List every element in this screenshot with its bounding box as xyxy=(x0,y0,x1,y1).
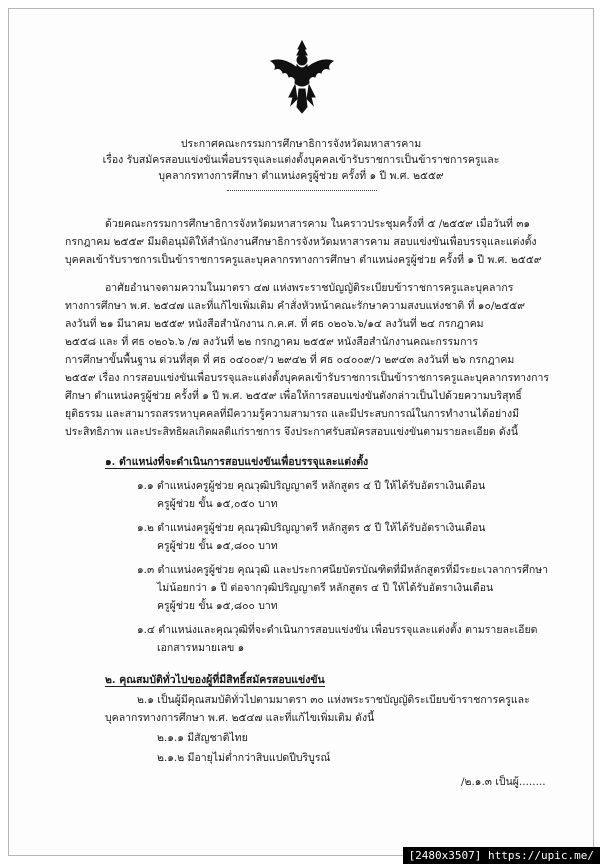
section2-heading: ๒. คุณสมบัติทั่วไปของผู้ที่มีสิทธิ์สมัครสอบแข่งขัน xyxy=(105,674,325,686)
para1-line: บุคคลเข้ารับราชการเป็นข้าราชการครูและบุคลากรทางการศึกษา ตำแหน่งครูผู้ช่วย ครั้งที่ ๑ ปี พ.ศ. ๒๕๕๙ xyxy=(65,254,542,266)
para2-line: การศึกษาขั้นพื้นฐาน ด่วนที่สุด ที่ ศธ ๐๔๐๐๙/ว ๒๙๔๒ ที่ ศธ ๐๔๐๐๙/ว ๒๙๔๓ ลงวันที่ ๒๖ กรกฎาคม xyxy=(65,354,515,366)
section1-item: ครูผู้ช่วย ขั้น ๑๕,๐๕๐ บาท xyxy=(157,498,278,510)
title-divider xyxy=(227,190,377,191)
section2-item: ๒.๑.๒ มีอายุไม่ต่ำกว่าสิบแปดปีบริบูรณ์ xyxy=(157,752,331,764)
para2-line: ศึกษา ตำแหน่งครูผู้ช่วย ครั้งที่ ๑ ปี พ.ศ. ๒๕๕๙ เพื่อให้การสอบแข่งขันดังกล่าวเป็นไปด้วยความบริสุทธิ์ xyxy=(65,390,522,402)
para2-line: ๒๕๕๙ เรื่อง การสอบแข่งขันเพื่อบรรจุและแต่งตั้งบุคคลเข้ารับราชการเป็นข้าราชการครูและบุคลากรทางการ xyxy=(65,372,550,384)
continuation-marker: /๒.๑.๓ เป็นผู้........ xyxy=(461,776,546,788)
document-page xyxy=(8,8,594,856)
para1-line: ด้วยคณะกรรมการศึกษาธิการจังหวัดมหาสารคาม ในคราวประชุมครั้งที่ ๕ /๒๕๕๙ เมื่อวันที่ ๓๑ xyxy=(105,218,531,230)
image-source-tag: [2480x3507] https://upic.me/ xyxy=(403,847,600,864)
announcement-subject-cont: บุคลากรทางการศึกษา ตำแหน่งครูผู้ช่วย ครั้งที่ ๑ ปี พ.ศ. ๒๕๕๙ xyxy=(158,170,444,182)
section1-item: ครูผู้ช่วย ขั้น ๑๕,๘๐๐ บาท xyxy=(157,540,278,552)
section2-item: ๒.๑.๑ มีสัญชาติไทย xyxy=(157,732,248,744)
announcement-subject: เรื่อง รับสมัครสอบแข่งขันเพื่อบรรจุและแต่งตั้งบุคคลเข้ารับราชการเป็นข้าราชการครูและ xyxy=(102,154,500,166)
announcement-title: ประกาศคณะกรรมการศึกษาธิการจังหวัดมหาสารคาม xyxy=(180,138,422,150)
para2-line: อาศัยอำนาจตามความในมาตรา ๔๗ แห่งพระราชบัญญัติระเบียบข้าราชการครูและบุคลากร xyxy=(105,282,514,294)
section2-item: บุคลากรทางการศึกษา พ.ศ. ๒๕๔๗ และที่แก้ไขเพิ่มเติม ดังนี้ xyxy=(105,712,375,724)
section1-heading: ๑. ตำแหน่งที่จะดำเนินการสอบแข่งขันเพื่อบรรจุและแต่งตั้ง xyxy=(105,456,369,468)
section1-item: ๑.๔ ตำแหน่งและคุณวุฒิที่จะดำเนินการสอบแข่งขัน เพื่อบรรจุและแต่งตั้ง ตามรายละเอียด xyxy=(137,624,538,636)
para2-line: ๒๕๕๘ และ ที่ ศธ ๐๒๐๖.๖ /๗ ลงวันที่ ๒๒ กรกฎาคม ๒๕๕๙ หนังสือสำนักงานคณะกรรมการ xyxy=(65,336,478,348)
section1-item: ๑.๒ ตำแหน่งครูผู้ช่วย คุณวุฒิปริญญาตรี หลักสูตร ๕ ปี ให้ได้รับอัตราเงินเดือน xyxy=(137,522,486,534)
para2-line: ลงวันที่ ๒๑ มีนาคม ๒๕๕๙ หนังสือสำนักงาน ก.ค.ศ. ที่ ศธ ๐๒๐๖.๖/๑๔ ลงวันที่ ๒๔ กรกฎาคม xyxy=(65,318,484,330)
para1-line: กรกฎาคม ๒๕๕๙ มีมติอนุมัติให้สำนักงานศึกษาธิการจังหวัดมหาสารคาม สอบแข่งขันเพื่อบรรจุและแต่งตั้ง xyxy=(65,236,537,248)
para2-line: ทางการศึกษา พ.ศ. ๒๕๔๗ และที่แก้ไขเพิ่มเติม คำสั่งหัวหน้าคณะรักษาความสงบแห่งชาติ ที่ ๑๐/๒๕๕๙ xyxy=(65,300,525,312)
para2-line: ยุติธรรม และสามารถสรรหาบุคคลที่มีความรู้ความสามารถ และมีประสบการณ์ในการทำงานได้อย่างมี xyxy=(65,408,520,420)
section2-item: ๒.๑ เป็นผู้มีคุณสมบัติทั่วไปตามมาตรา ๓๐ แห่งพระราชบัญญัติระเบียบข้าราชการครูและ xyxy=(137,694,530,706)
section1-item: ๑.๓ ตำแหน่งครูผู้ช่วย คุณวุฒิ และประกาศนียบัตรบัณฑิตที่มีหลักสูตรที่มีระยะเวลาการศึกษา xyxy=(137,564,549,576)
section1-item: ๑.๑ ตำแหน่งครูผู้ช่วย คุณวุฒิปริญญาตรี หลักสูตร ๔ ปี ให้ได้รับอัตราเงินเดือน xyxy=(137,480,486,492)
garuda-emblem xyxy=(267,37,337,117)
section1-item: ไม่น้อยกว่า ๑ ปี ต่อจากวุฒิปริญญาตรี หลักสูตร ๔ ปี ให้ได้รับอัตราเงินเดือน xyxy=(157,582,494,594)
section1-item: ครูผู้ช่วย ขั้น ๑๕,๘๐๐ บาท xyxy=(157,600,278,612)
section1-item: เอกสารหมายเลข ๑ xyxy=(157,642,245,654)
para2-line: ประสิทธิภาพ และประสิทธิผลเกิดผลดีแก่ราชการ จึงประกาศรับสมัครสอบแข่งขันตามรายละเอียด ดังนี้ xyxy=(65,426,519,438)
